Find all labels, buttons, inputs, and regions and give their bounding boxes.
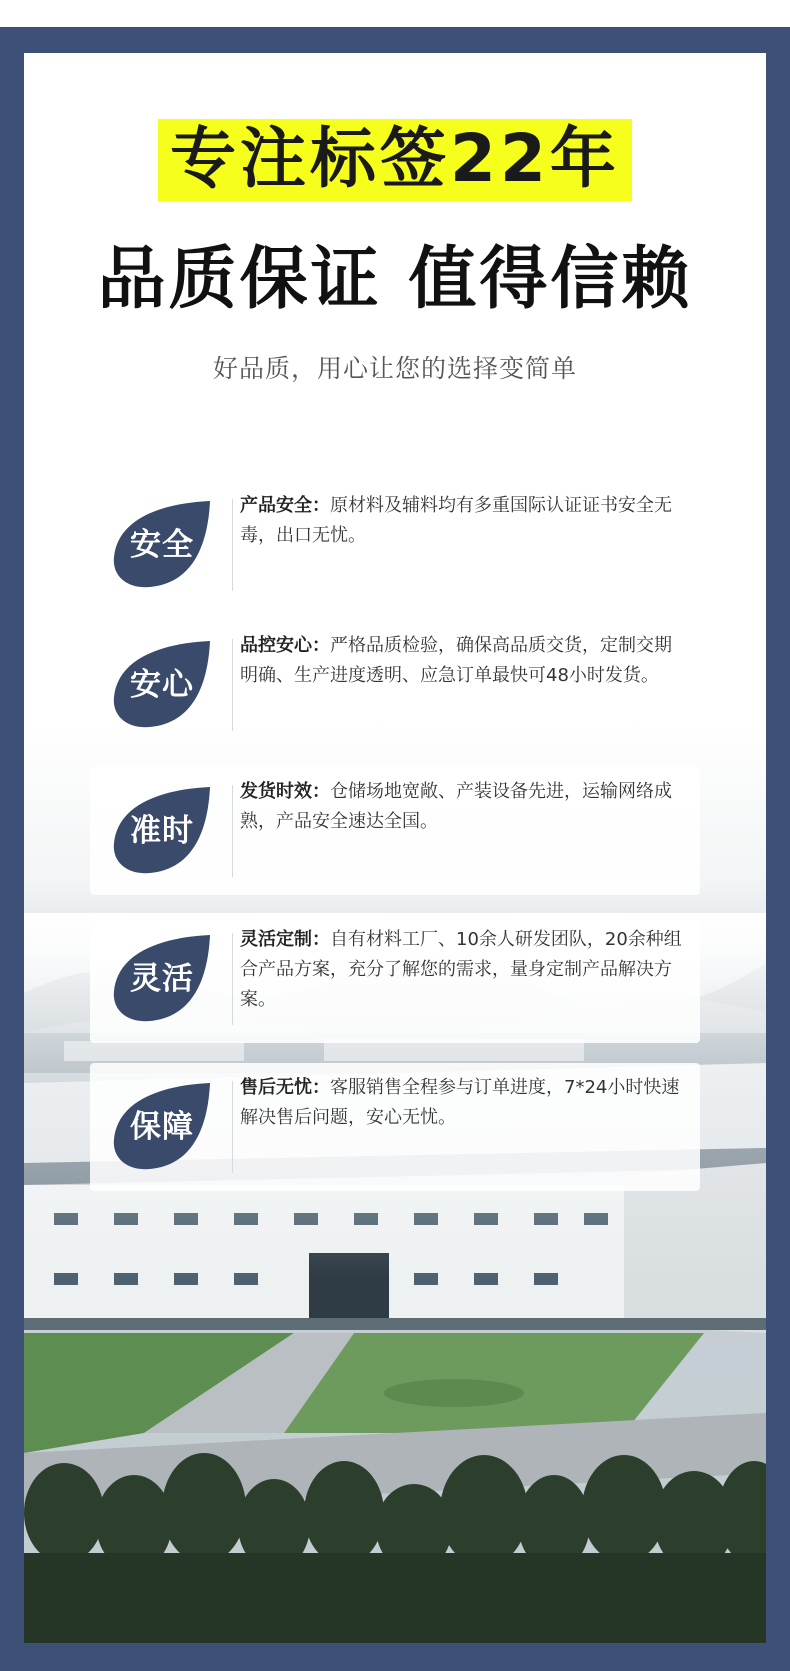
leaf-badge	[110, 785, 214, 877]
feature-text: 原材料及辅料均有多重国际认证证书安全无毒，出口无忧。	[240, 495, 672, 546]
feature-description	[240, 491, 684, 551]
feature-description	[240, 925, 684, 1015]
divider	[232, 1081, 233, 1173]
divider	[232, 933, 233, 1025]
badge-label: 灵活	[130, 961, 194, 997]
badge-label: 安心	[130, 667, 194, 703]
badge-label: 准时	[130, 813, 194, 849]
feature-item-safety	[90, 481, 700, 609]
feature-item-aftersales	[90, 1063, 700, 1191]
feature-heading: 售后无忧：	[240, 1077, 330, 1098]
feature-description	[240, 777, 684, 837]
feature-text: 严格品质检验，确保高品质交货，定制交期明确、生产进度透明、应急订单最快可48小时发货。	[240, 635, 672, 686]
divider	[232, 785, 233, 877]
leaf-badge	[110, 933, 214, 1025]
feature-heading: 产品安全：	[240, 495, 330, 516]
feature-heading: 品控安心：	[240, 635, 330, 656]
content-panel	[24, 53, 766, 1643]
page-title: 品质保证 值得信赖	[97, 240, 693, 319]
headline-banner: 专注标签22年	[158, 119, 632, 201]
feature-text: 自有材料工厂、10余人研发团队，20余种组合产品方案，充分了解您的需求，量身定制产品解决方案。	[240, 929, 682, 1010]
leaf-badge	[110, 1081, 214, 1173]
feature-item-quality	[90, 621, 700, 749]
feature-item-custom	[90, 915, 700, 1043]
divider	[232, 639, 233, 731]
leaf-badge	[110, 639, 214, 731]
page-subtitle: 好品质，用心让您的选择变简单	[212, 354, 577, 383]
leaf-badge	[110, 499, 214, 591]
feature-heading: 发货时效：	[240, 781, 330, 802]
feature-text: 客服销售全程参与订单进度，7*24小时快速解决售后问题，安心无忧。	[240, 1077, 680, 1128]
feature-item-delivery	[90, 767, 700, 895]
badge-label: 安全	[130, 527, 194, 563]
feature-description	[240, 631, 684, 691]
headline-wrap	[24, 119, 766, 201]
feature-heading: 灵活定制：	[240, 929, 330, 950]
feature-description	[240, 1073, 684, 1133]
divider	[232, 499, 233, 591]
badge-label: 保障	[130, 1109, 194, 1145]
feature-text: 仓储场地宽敞、产装设备先进，运输网络成熟，产品安全速达全国。	[240, 781, 672, 832]
